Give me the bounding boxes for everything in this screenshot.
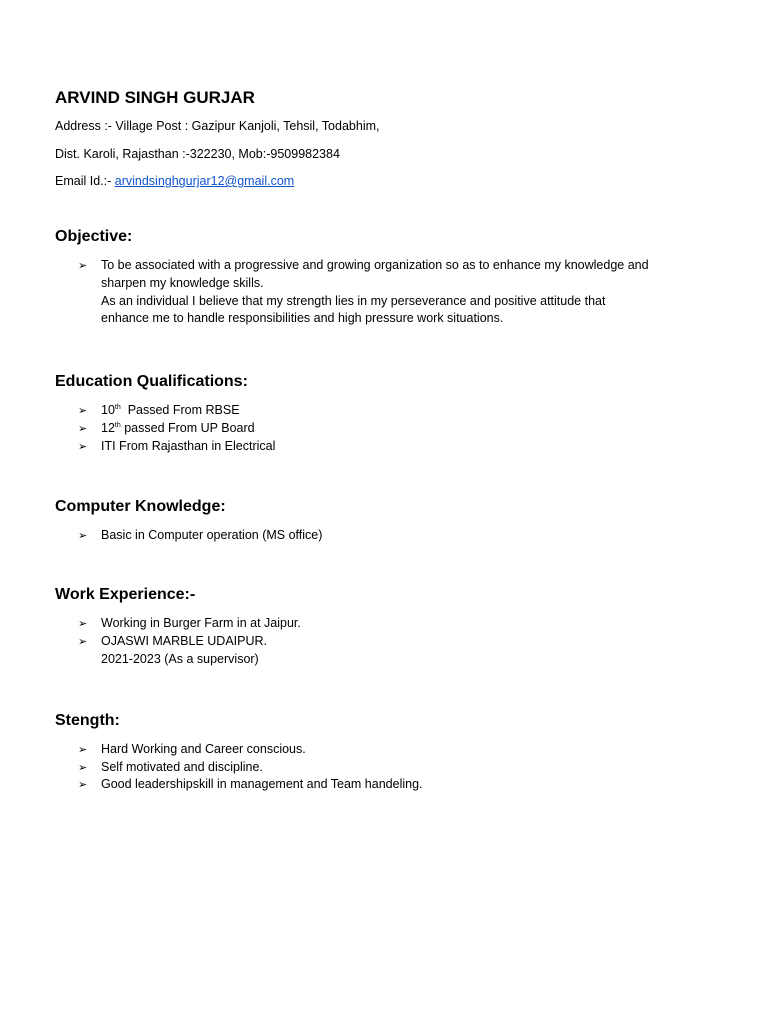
list-item [55,741,715,759]
strength-text: Self motivated and discipline. [101,759,263,774]
computer-knowledge-heading: Computer Knowledge: [55,497,226,515]
education-heading: Education Qualifications: [55,373,248,391]
computer-knowledge-text: Basic in Computer operation (MS office) [101,527,323,542]
education-text: ITI From Rajasthan in Electrical [101,438,276,453]
email-link[interactable]: arvindsinghgurjar12@gmail.com [114,174,295,188]
arrowhead-bullet-icon: ➢ [78,778,88,792]
arrowhead-bullet-icon: ➢ [78,404,88,418]
education-num: 10 [101,403,115,418]
education-list [55,402,715,455]
arrowhead-bullet-icon: ➢ [78,421,88,435]
arrowhead-bullet-icon: ➢ [78,635,88,649]
arrowhead-bullet-icon: ➢ [78,760,88,774]
education-num: 12 [101,420,115,435]
arrowhead-bullet-icon: ➢ [78,617,88,631]
work-experience-text: Working in Burger Farm in at Jaipur. [101,616,301,631]
work-experience-heading: Work Experience:- [55,586,196,604]
list-item [55,615,715,633]
ordinal-suffix: th [114,421,121,429]
resume-page [55,86,715,794]
education-text: Passed From RBSE [120,403,240,418]
address-line-1: Address :- Village Post : Gazipur Kanjoli, Tehsil, Todabhim, [55,119,380,133]
strength-text: Hard Working and Career conscious. [101,741,306,756]
list-item [55,527,715,545]
objective-line: As an individual I believe that my strength lies in my perseverance and positive attitude that [101,293,606,308]
address-line-2: Dist. Karoli, Rajasthan :-322230, Mob:-9509982384 [55,146,340,161]
work-experience-line: 2021-2023 (As a supervisor) [101,651,259,666]
email-label: Email Id.:- [55,174,115,188]
list-item [55,402,715,420]
list-item [55,438,715,456]
work-experience-list [55,615,715,668]
arrowhead-bullet-icon: ➢ [78,439,88,453]
list-item [55,633,715,669]
objective-heading: Objective: [55,228,133,245]
arrowhead-bullet-icon: ➢ [78,259,88,272]
strength-heading: Stength: [55,711,120,729]
list-item [55,759,715,777]
objective-list [55,257,715,328]
strength-list [55,741,715,794]
list-item [55,420,715,438]
ordinal-suffix: th [114,404,121,412]
work-experience-line: OJASWI MARBLE UDAIPUR. [101,634,267,649]
objective-line: enhance me to handle responsibilities and high pressure work situations. [101,311,504,326]
computer-knowledge-list [55,527,715,545]
objective-line: To be associated with a progressive and growing organization so as to enhance my knowledge and [101,258,649,272]
candidate-name: ARVIND SINGH GURJAR [55,88,255,107]
strength-text: Good leadershipskill in management and Team handeling. [101,777,423,792]
arrowhead-bullet-icon: ➢ [78,528,88,542]
list-item [55,776,715,794]
list-item [55,257,715,328]
education-text: passed From UP Board [120,420,255,435]
arrowhead-bullet-icon: ➢ [78,742,88,756]
email-line [55,173,715,189]
objective-line: sharpen my knowledge skills. [101,275,264,290]
